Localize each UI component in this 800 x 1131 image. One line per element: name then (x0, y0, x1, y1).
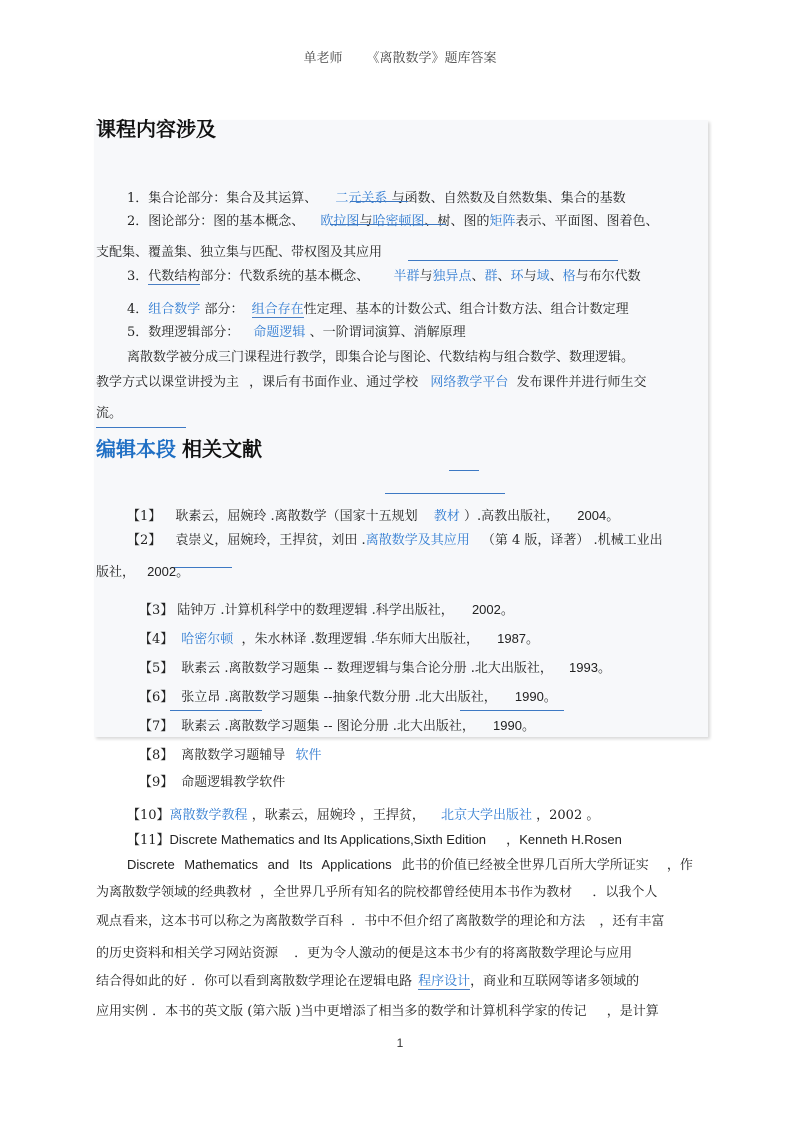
reference-3: 【3】 陆钟万 .计算机科学中的数理逻辑 .科学出版社， 2002。 (139, 602, 514, 618)
link-group[interactable]: 群 (484, 269, 498, 284)
link-binary-relation[interactable]: 二元关系 (335, 191, 388, 206)
reference-5: 【5】 耿素云 .离散数学习题集 -- 数理逻辑与集合论分册 .北大出版社， 1993。 (139, 660, 611, 676)
link-hamilton-graph[interactable]: 哈密顿图 (372, 214, 425, 229)
link-monoid[interactable]: 独异点 (432, 269, 472, 284)
link-dm-applications[interactable]: 离散数学及其应用 (365, 533, 470, 548)
body-line-6: 应用实例 ．本书的英文版 (第六版 )当中更增添了相当多的数学和计算机科学家的传记 ，是计算 (96, 1004, 659, 1019)
body-line-3: 观点看来，这本书可以称之为离散数学百科 ．书中不但介绍了离散数学的理论和方法 ，还有丰富 (96, 914, 665, 929)
body-line-5: 结合得如此的好 ．你可以看到离散数学理论在逻辑电路 程序设计，商业和互联网等诸多领域的 (96, 974, 640, 989)
link-lattice[interactable]: 格 (562, 269, 576, 284)
reference-10: 【10】离散数学教程 ，耿素云，屈婉玲 ，王捍贫， 北京大学出版社 ，2002 。 (127, 808, 600, 823)
link-programming[interactable]: 程序设计 (418, 974, 471, 989)
link-software[interactable]: 软件 (295, 748, 322, 763)
header-doc-title: 《离散数学》题库答案 (366, 51, 497, 66)
reference-6: 【6】 张立昂 .离散数学习题集 --抽象代数分册 .北大出版社， 1990。 (139, 689, 557, 705)
link-propositional-logic[interactable]: 命题逻辑 (253, 325, 306, 340)
reference-4: 【4】 哈密尔顿 ，朱水林译 .数理逻辑 .华东师大出版社， 1987。 (139, 631, 540, 647)
body-line-4: 的历史资料和相关学习网站资源 ．更为令人激动的便是这本书少有的将离散数学理论与应用 (96, 946, 633, 961)
list-item-set-theory: 1．集合论部分：集合及其运算、 二元关系 与函数、自然数及自然数集、集合的基数 (127, 191, 626, 206)
header-author: 单老师 (303, 51, 343, 66)
reference-9: 【9】 命题逻辑教学软件 (139, 775, 286, 790)
link-algebraic-structure[interactable]: 代数结构 (148, 269, 201, 284)
list-item-graph-theory: 2．图论部分：图的基本概念、 欧拉图与哈密顿图、树、图的矩阵表示、平面图、图着色、 (127, 214, 659, 229)
link-combinatorics[interactable]: 组合数学 (148, 302, 201, 317)
body-line-1: Discrete Mathematics and Its Applications 此书的价值已经被全世界几百所大学所证实 ，作 (127, 857, 693, 873)
link-online-platform[interactable]: 网络教学平台 (430, 375, 509, 390)
paragraph-line-3: 流。 (96, 406, 123, 421)
underline-mark (408, 260, 618, 261)
section-title-references: 编辑本段 相关文献 (96, 437, 262, 461)
section-title-course-content: 课程内容涉及 (96, 117, 216, 141)
underline-mark (170, 710, 262, 711)
reference-7: 【7】 耿素云 .离散数学习题集 -- 图论分册 .北大出版社， 1990。 (139, 718, 535, 734)
page-number: 1 (396, 1036, 404, 1050)
reference-2: 【2】 袁崇义，屈婉玲，王捍贫，刘田 .离散数学及其应用 （第 4 版，译著） .机械工业出 (127, 533, 663, 548)
body-line-2: 为离散数学领域的经典教材 ，全世界几乎所有知名的院校都曾经使用本书作为教材 ．以我个人 (96, 885, 658, 900)
link-textbook[interactable]: 教材 (433, 509, 460, 524)
underline-mark (460, 710, 564, 711)
reference-2-cont: 版社， 2002。 (96, 564, 190, 580)
underline-mark (385, 493, 505, 494)
list-item-logic: 5．数理逻辑部分： 命题逻辑 、一阶谓词演算、消解原理 (127, 325, 466, 340)
link-combinatorial-existence[interactable]: 组合存在 (251, 302, 304, 317)
list-item-algebra: 3．代数结构部分：代数系统的基本概念、 半群与独异点、群、环与域、格与布尔代数 (127, 269, 641, 284)
paragraph-line-2: 教学方式以课堂讲授为主 ，课后有书面作业、通过学校 网络教学平台 发布课件并进行师生交 (96, 375, 647, 390)
underline-mark (330, 224, 446, 225)
page-header (0, 47, 800, 66)
underline-mark (350, 201, 408, 202)
reference-8: 【8】 离散数学习题辅导 软件 (139, 748, 322, 763)
list-item-graph-theory-cont: 支配集、覆盖集、独立集与匹配、带权图及其应用 (96, 245, 383, 260)
link-euler-graph[interactable]: 欧拉图 (320, 214, 360, 229)
link-ring[interactable]: 环 (510, 269, 524, 284)
link-field[interactable]: 域 (536, 269, 550, 284)
link-hamilton[interactable]: 哈密尔顿 (181, 632, 234, 647)
link-dm-course[interactable]: 离散数学教程 (169, 808, 248, 823)
underline-mark (449, 470, 479, 471)
list-item-combinatorics: 4．组合数学 部分： 组合存在性定理、基本的计数公式、组合计数方法、组合计数定理 (127, 302, 629, 317)
reference-11: 【11】Discrete Mathematics and Its Applications,Sixth Edition ，Kenneth H.Rosen (127, 832, 622, 848)
underline-mark (96, 427, 186, 428)
reference-1: 【1】 耿素云，屈婉玲 .离散数学（国家十五规划 教材 ）.高教出版社， 2004。 (127, 508, 620, 524)
link-matrix[interactable]: 矩阵 (489, 214, 516, 229)
link-semigroup[interactable]: 半群 (393, 269, 420, 284)
link-pku-press[interactable]: 北京大学出版社 (440, 808, 532, 823)
paragraph-line-1: 离散数学被分成三门课程进行教学，即集合论与图论、代数结构与组合数学、数理逻辑。 (127, 350, 635, 365)
edit-section-link[interactable]: 编辑本段 (96, 437, 176, 461)
